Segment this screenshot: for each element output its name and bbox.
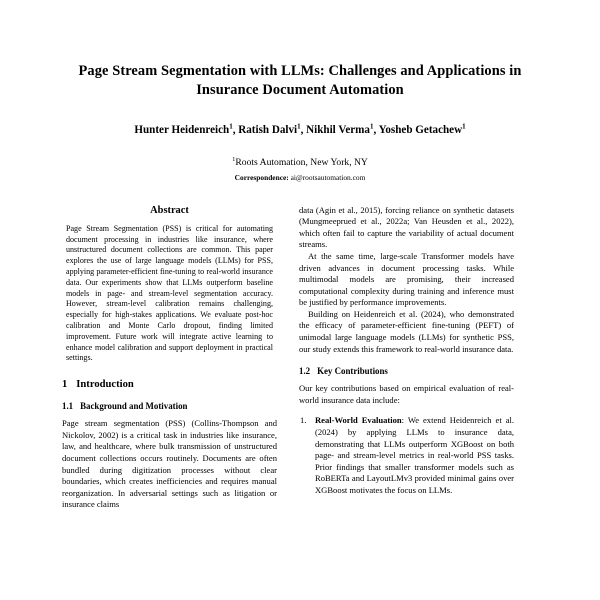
author-names-text: Hunter Heidenreich$^1$, Ratish Dalvi$^1$, Nikhil Verma$^1$, Yosheb Getachew$^1$ [134, 122, 466, 136]
correspondence [62, 173, 538, 183]
subsection-heading-background [62, 401, 277, 411]
author-affiliation-mark: 1 [229, 122, 233, 131]
paragraph-background-1: Page stream segmentation (PSS) (Collins-Thompson and Nickolov, 2002) is a critical task in industries like insurance, law, and healthcare, where bulk transmission of unstructured document collections occurs routinely. Documents are often bundled during digitization processes without clear boundaries, which creates inefficiencies and requires manual reorganization. In adversarial settings such as litigation or insurance claims [62, 418, 277, 510]
correspondence-email[interactable]: ai@rootsautomation.com [290, 173, 366, 183]
contribution-lead: Real-World Evaluation [315, 415, 402, 426]
subsection-title: Background and Motivation [80, 401, 188, 412]
paragraph-background-2: data (Agin et al., 2015), forcing reliance on synthetic datasets (Mungmeeprued et al., 2022a; Van Heusden et al., 2022), which often fail to capture the variability of actual document streams. [299, 204, 514, 250]
author-affiliation-mark: 1 [369, 122, 374, 131]
paragraph-contributions-intro: Our key contributions based on empirical evaluation of real-world insurance data include: [299, 383, 514, 405]
subsection-title: Key Contributions [317, 366, 388, 377]
affiliation-mark: 1 [232, 156, 236, 164]
author-list [62, 122, 538, 137]
contributions-list [299, 415, 514, 496]
page-title: Page Stream Segmentation with LLMs: Challenges and Applications in Insurance Document Automation [78, 63, 522, 99]
paragraph-background-3: At the same time, large-scale Transformer models have driven advances in document processing tasks. While multimodal models are promising, their increased computational complexity during training and inference must be justified by performance improvements. [299, 251, 514, 308]
paragraph-background-4: Building on Heidenreich et al. (2024), who demonstrated the efficacy of parameter-efficient fine-tuning (PEFT) of unimodal large language models (LLMs) for synthetic PSS, our study extends this framework to real-world insurance data. [299, 308, 514, 354]
affiliation-text: Roots Automation, New York, NY [235, 157, 368, 169]
subsection-heading-contributions [299, 366, 514, 376]
list-marker: 1. [300, 415, 307, 426]
section-heading-introduction [62, 379, 277, 390]
section-title: Introduction [76, 379, 134, 391]
subsection-number: 1.2 [299, 366, 311, 377]
affiliation [62, 156, 538, 170]
column-left [62, 205, 277, 511]
correspondence-label: Correspondence: [234, 173, 289, 183]
abstract-heading: Abstract [150, 204, 189, 216]
author-affiliation-mark: 1 [462, 122, 466, 131]
section-number: 1 [62, 379, 68, 391]
body-columns [62, 205, 538, 511]
subsection-number: 1.1 [62, 401, 74, 412]
list-item [299, 415, 514, 496]
abstract-text: Page Stream Segmentation (PSS) is critical for automating document processing in industries like insurance, where unstructured document collections are common. This paper explores the use of large language models (LLMs) for PSS, applying parameter-efficient fine-tuning to real-world insurance data. Our experiments show that LLMs outperform baseline models in page- and stream-level segmentation accuracy. However, stream-level calibration remains challenging, especially for high-stakes applications. We evaluate post-hoc calibration and Monte Carlo dropout, finding limited improvement. Future work will integrate active learning to enhance model calibration and support deployment in practical settings. [66, 223, 273, 363]
column-right [299, 205, 514, 511]
author-affiliation-mark: 1 [297, 122, 301, 131]
contribution-text: : We extend Heidenreich et al. (2024) by applying LLMs to insurance data, demonstrating that LLMs outperform XGBoost on both page- and stream-level metrics in real-world PSS tasks. Prior findings that smaller transformer models such as RoBERTa and LayoutLMv3 provided minimal gains over XGBoost motivates the focus on LLMs. [315, 415, 514, 495]
